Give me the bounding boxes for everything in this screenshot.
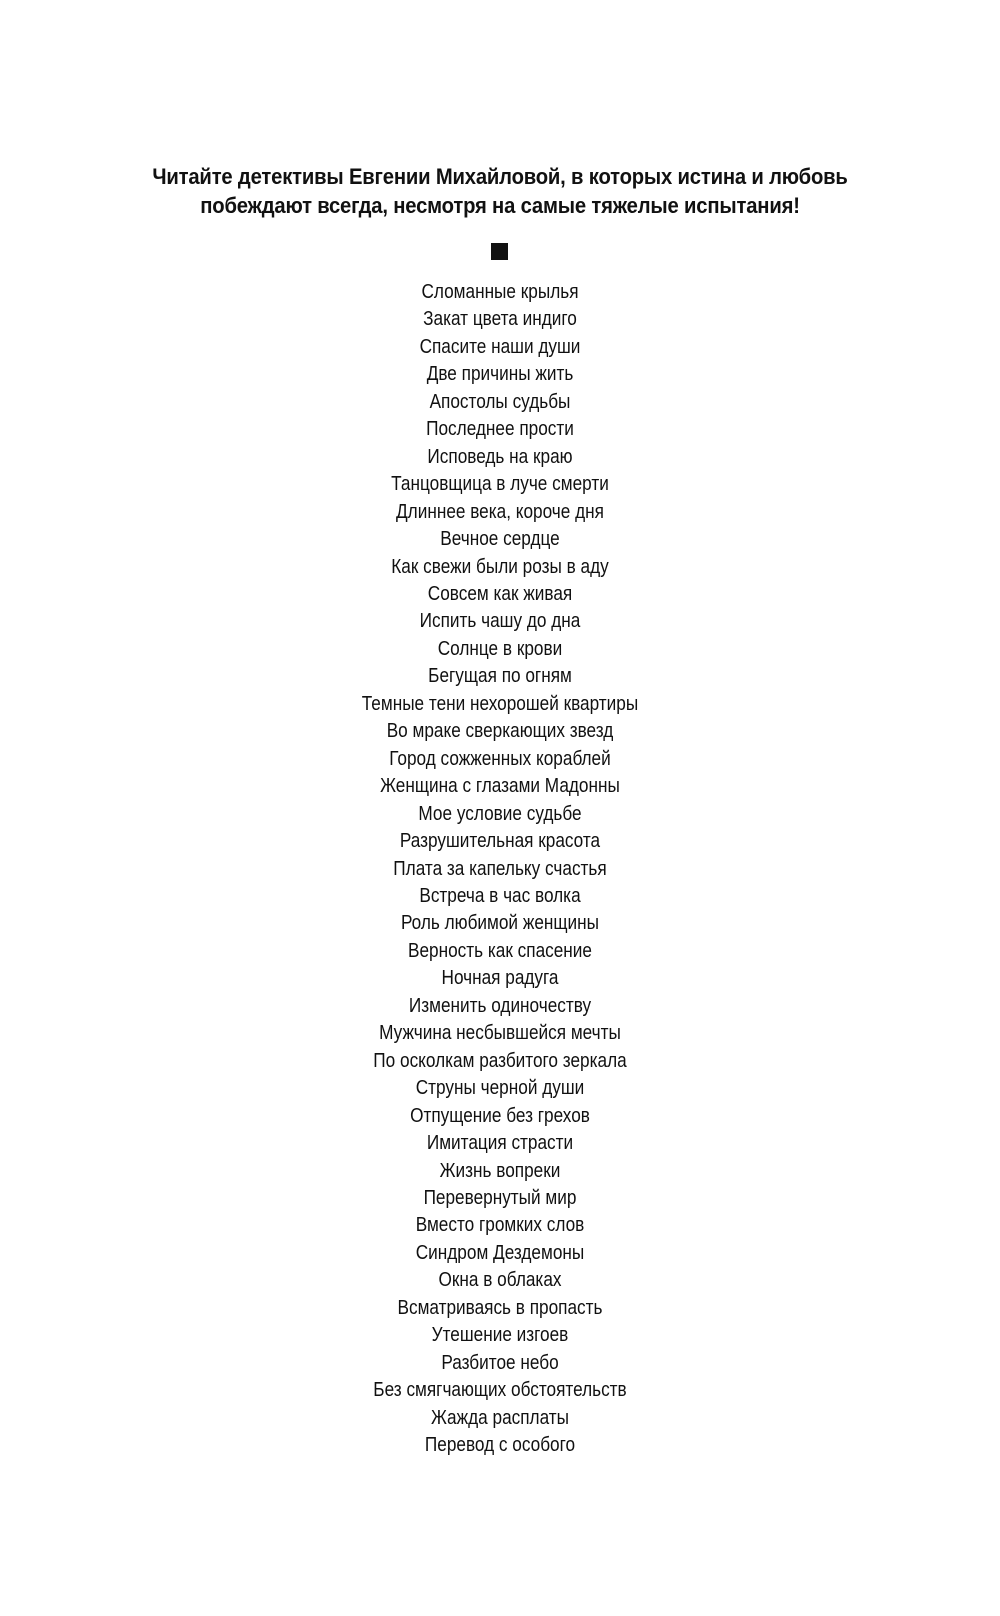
book-title: Последнее прости (426, 418, 574, 441)
book-title: Разбитое небо (441, 1351, 559, 1374)
book-title: Сломанные крылья (421, 281, 579, 303)
book-title: Без смягчающих обстоятельств (373, 1379, 627, 1402)
book-title: Разрушительная красота (399, 830, 601, 853)
square-bullet-icon (491, 243, 508, 260)
book-title: Во мраке сверкающих звезд (386, 720, 614, 743)
book-title: Солнце в крови (437, 637, 563, 660)
book-title: Изменить одиночеству (408, 994, 592, 1017)
book-title: Струны черной души (415, 1077, 585, 1100)
book-title: Роль любимой женщины (400, 912, 600, 935)
promo-heading (40, 162, 960, 220)
book-title: Совсем как живая (427, 582, 573, 605)
book-title: Город сожженных кораблей (389, 747, 611, 770)
book-title: Плата за капельку счастья (393, 857, 607, 880)
promo-heading-line-1: Читайте детективы Евгении Михайловой, в которых истина и любовь (152, 164, 848, 189)
book-title: Длиннее века, короче дня (396, 500, 604, 523)
book-title: Две причины жить (426, 363, 574, 386)
book-title: Закат цвета индиго (423, 308, 577, 331)
book-title: Спасите наши души (419, 335, 581, 358)
book-title: Встреча в час волка (419, 884, 581, 907)
book-title: Испить чашу до дна (419, 610, 581, 633)
book-title: Жизнь вопреки (439, 1159, 561, 1182)
book-title: Перевод с особого (424, 1434, 576, 1457)
book-title: По осколкам разбитого зеркала (373, 1049, 627, 1072)
book-title: Как свежи были розы в аду (391, 555, 609, 578)
book-title: Ночная радуга (441, 967, 559, 990)
book-title: Верность как спасение (408, 939, 592, 962)
book-title: Женщина с глазами Мадонны (380, 775, 620, 798)
book-title: Мое условие судьбе (418, 802, 582, 825)
book-title: Утешение изгоев (431, 1324, 569, 1347)
book-titles-list (70, 279, 930, 1459)
book-title: Темные тени нехорошей квартиры (361, 692, 639, 715)
book-title: Исповедь на краю (427, 445, 573, 468)
book-title: Жажда расплаты (430, 1406, 570, 1429)
book-title: Всматриваясь в пропасть (397, 1296, 603, 1319)
book-title: Отпущение без грехов (410, 1104, 590, 1127)
book-title: Имитация страсти (426, 1132, 574, 1155)
book-title: Мужчина несбывшейся мечты (379, 1022, 621, 1045)
book-title: Вместо громких слов (415, 1214, 585, 1237)
book-title: Перевернутый мир (423, 1186, 577, 1209)
book-title: Вечное сердце (440, 528, 560, 551)
book-title: Бегущая по огням (428, 665, 572, 688)
book-title: Окна в облаках (438, 1269, 562, 1292)
book-title: Апостолы судьбы (429, 390, 571, 413)
promo-heading-line-2: побеждают всегда, несмотря на самые тяжелые испытания! (200, 193, 800, 218)
book-title: Танцовщица в луче смерти (391, 473, 609, 496)
book-title: Синдром Дездемоны (415, 1241, 585, 1264)
